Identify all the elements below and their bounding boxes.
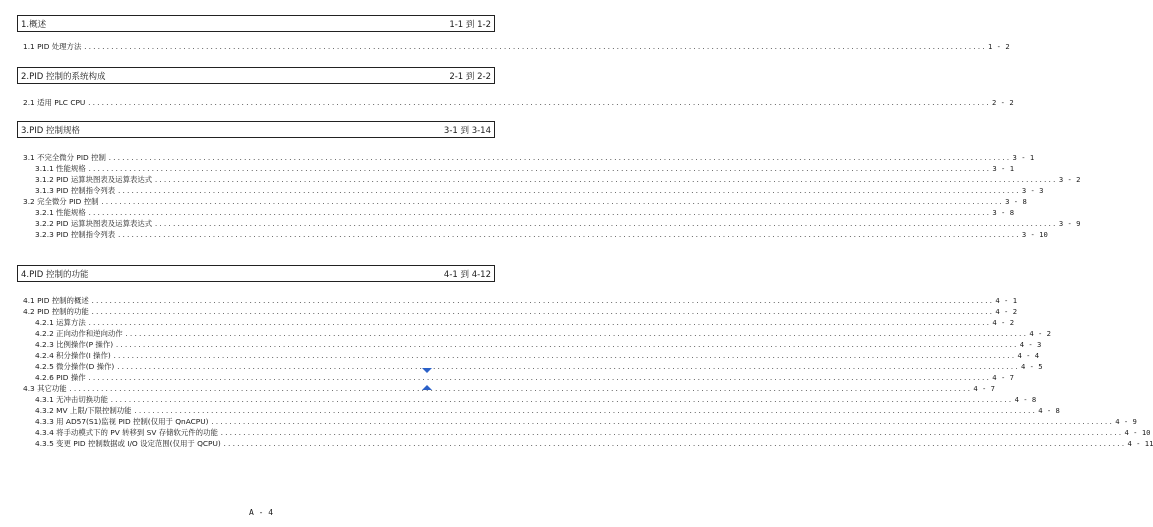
toc-entry[interactable] xyxy=(0,395,1037,405)
toc-entry[interactable] xyxy=(0,219,1081,229)
dot-leader xyxy=(154,219,1057,229)
dot-leader xyxy=(116,362,1019,372)
dot-leader xyxy=(110,395,1013,405)
toc-entry[interactable] xyxy=(0,318,1015,328)
toc-entry-label: 1.1 PID 处理方法 xyxy=(23,42,82,51)
toc-entry[interactable] xyxy=(0,351,1040,361)
toc-entry-label: 4.3.4 将手动模式下的 PV 转移到 SV 存储软元件的功能 xyxy=(35,428,218,437)
dot-leader xyxy=(220,428,1123,438)
toc-entry-page: 4 - 4 xyxy=(1017,351,1040,360)
toc-entry-label: 4.2.2 正向动作和逆向动作 xyxy=(35,329,123,338)
dot-leader xyxy=(88,373,991,383)
toc-entry-label: 4.2.5 微分操作(D 操作) xyxy=(35,362,115,371)
toc-entry-label: 4.2.4 积分操作(I 操作) xyxy=(35,351,111,360)
toc-entry[interactable] xyxy=(0,384,995,394)
toc-entry[interactable] xyxy=(0,230,1048,240)
dot-leader xyxy=(115,340,1018,350)
dot-leader xyxy=(108,153,1011,163)
toc-entry-label: 4.2.6 PID 操作 xyxy=(35,373,86,382)
toc-entry-label: 2.1 适用 PLC CPU xyxy=(23,98,86,107)
toc-entry-label: 4.2.3 比例操作(P 操作) xyxy=(35,340,114,349)
dot-leader xyxy=(91,307,994,317)
toc-entry[interactable] xyxy=(0,340,1042,350)
toc-entry-page: 4 - 8 xyxy=(1014,395,1037,404)
section-range: 1-1 到 1-2 xyxy=(449,19,491,30)
toc-entry-label: 3.2.3 PID 控制指令列表 xyxy=(35,230,116,239)
toc-entry[interactable] xyxy=(0,362,1043,372)
toc-entry-page: 4 - 7 xyxy=(973,384,995,393)
section-title: 2.PID 控制的系统构成 xyxy=(21,71,106,82)
scroll-up-icon[interactable] xyxy=(422,385,432,390)
toc-entry[interactable] xyxy=(0,428,1151,438)
toc-entry[interactable] xyxy=(0,373,1014,383)
toc-entry[interactable] xyxy=(0,439,1153,449)
toc-entry-page: 4 - 2 xyxy=(995,307,1018,316)
toc-entry[interactable] xyxy=(0,329,1051,339)
toc-entry-page: 3 - 8 xyxy=(992,208,1015,217)
toc-entry-label: 4.3.2 MV 上限/下限控制功能 xyxy=(35,406,132,415)
toc-entry-label: 3.1.2 PID 运算块图表及运算表达式 xyxy=(35,175,153,184)
toc-entry[interactable] xyxy=(0,417,1137,427)
toc-entry-page: 3 - 3 xyxy=(1021,186,1044,195)
dot-leader xyxy=(88,164,991,174)
toc-entry-page: 4 - 9 xyxy=(1115,417,1137,426)
toc-entry-page: 3 - 8 xyxy=(1005,197,1027,206)
toc-entry-label: 4.3.1 无冲击切换功能 xyxy=(35,395,108,404)
dot-leader xyxy=(113,351,1016,361)
toc-entry[interactable] xyxy=(0,175,1081,185)
section-header-4 xyxy=(17,265,495,282)
toc-entry-label: 4.1 PID 控制的概述 xyxy=(23,296,89,305)
toc-entry-page: 4 - 2 xyxy=(992,318,1015,327)
toc-entry[interactable] xyxy=(0,98,1014,108)
toc-entry-label: 4.2 PID 控制的功能 xyxy=(23,307,89,316)
section-header-1 xyxy=(17,15,495,32)
page-number: A - 4 xyxy=(248,508,274,517)
toc-entry-label: 4.3.5 变更 PID 控制数据或 I/O 设定范围(仅用于 QCPU) xyxy=(35,439,221,448)
toc-entry-page: 3 - 1 xyxy=(992,164,1015,173)
section-title: 3.PID 控制规格 xyxy=(21,125,80,136)
toc-entry-label: 3.2.2 PID 运算块图表及运算表达式 xyxy=(35,219,153,228)
dot-leader xyxy=(117,186,1020,196)
toc-entry[interactable] xyxy=(0,42,1010,52)
dot-leader xyxy=(91,296,994,306)
toc-entry-page: 3 - 10 xyxy=(1021,230,1048,239)
section-range: 3-1 到 3-14 xyxy=(443,125,491,136)
dot-leader xyxy=(223,439,1126,449)
toc-entry-label: 3.1.1 性能规格 xyxy=(35,164,86,173)
toc-entry-label: 3.2.1 性能规格 xyxy=(35,208,86,217)
toc-entry-page: 3 - 9 xyxy=(1058,219,1081,228)
toc-entry-label: 4.3 其它功能 xyxy=(23,384,67,393)
dot-leader xyxy=(88,208,991,218)
toc-entry-page: 4 - 5 xyxy=(1020,362,1043,371)
toc-entry[interactable] xyxy=(0,197,1027,207)
toc-entry-page: 4 - 7 xyxy=(992,373,1014,382)
toc-entry[interactable] xyxy=(0,406,1060,416)
dot-leader xyxy=(100,197,1003,207)
toc-entry[interactable] xyxy=(0,208,1015,218)
dot-leader xyxy=(83,42,986,52)
toc-entry-label: 3.1 不完全微分 PID 控制 xyxy=(23,153,106,162)
section-header-2 xyxy=(17,67,495,84)
dot-leader xyxy=(154,175,1057,185)
toc-entry[interactable] xyxy=(0,296,1018,306)
toc-entry-label: 3.2 完全微分 PID 控制 xyxy=(23,197,99,206)
dot-leader xyxy=(211,417,1114,427)
dot-leader xyxy=(117,230,1020,240)
toc-entry-page: 3 - 2 xyxy=(1058,175,1081,184)
section-title: 4.PID 控制的功能 xyxy=(21,269,89,280)
toc-entry-label: 4.3.3 用 AD57(S1)监视 PID 控制(仅用于 QnACPU) xyxy=(35,417,209,426)
toc-entry-page: 4 - 10 xyxy=(1124,428,1151,437)
section-title: 1.概述 xyxy=(21,19,47,30)
toc-entry-page: 4 - 8 xyxy=(1038,406,1060,415)
toc-entry-label: 3.1.3 PID 控制指令列表 xyxy=(35,186,116,195)
scroll-down-icon[interactable] xyxy=(422,368,432,373)
dot-leader xyxy=(134,406,1037,416)
toc-entry-label: 4.2.1 运算方法 xyxy=(35,318,86,327)
toc-entry-page: 4 - 1 xyxy=(995,296,1018,305)
section-range: 2-1 到 2-2 xyxy=(449,71,491,82)
dot-leader xyxy=(69,384,972,394)
toc-entry[interactable] xyxy=(0,164,1015,174)
toc-entry[interactable] xyxy=(0,307,1018,317)
toc-entry-page: 4 - 3 xyxy=(1019,340,1042,349)
dot-leader xyxy=(125,329,1028,339)
dot-leader xyxy=(88,318,991,328)
section-header-3 xyxy=(17,121,495,138)
toc-entry[interactable] xyxy=(0,153,1035,163)
toc-entry-page: 4 - 11 xyxy=(1127,439,1153,448)
section-range: 4-1 到 4-12 xyxy=(443,269,491,280)
toc-entry-page: 4 - 2 xyxy=(1029,329,1051,338)
dot-leader xyxy=(87,98,990,108)
toc-entry-page: 3 - 1 xyxy=(1012,153,1035,162)
toc-entry-page: 1 - 2 xyxy=(988,42,1010,51)
toc-entry[interactable] xyxy=(0,186,1044,196)
toc-entry-page: 2 - 2 xyxy=(992,98,1014,107)
